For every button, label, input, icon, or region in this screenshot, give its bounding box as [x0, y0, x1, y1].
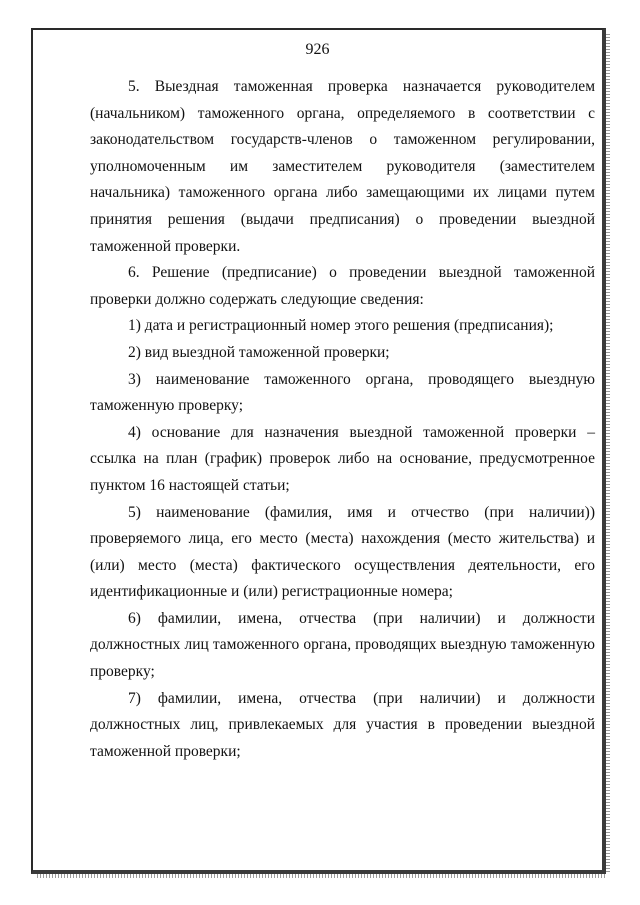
list-item-1: 1) дата и регистрационный номер этого решения (предписания);: [128, 317, 554, 335]
list-item-4: 4) основание для назначения выездной таможенной проверки – ссылка на план (график) проверок либо на основание, предусмотренное пунктом 16 настоящей статьи;: [90, 423, 595, 494]
page-number: 926: [305, 41, 330, 58]
list-item-3: 3) наименование таможенного органа, проводящего выездную таможенную проверку;: [90, 370, 595, 415]
document-body: [90, 74, 595, 765]
document-page: [31, 28, 606, 874]
paragraph-6: 6. Решение (предписание) о проведении выездной таможенной проверки должно содержать следующие сведения:: [90, 264, 595, 308]
paragraph-5: 5. Выездная таможенная проверка назначается руководителем (начальником) таможенного органа, определяемого в соответствии с законодательством государств-членов о таможенном регулировании, уполномоченным им заместителем руководителя (заместителем начальника) таможенного органа либо замещающими их лицами путем принятия решения (выдачи предписания) о проведении выездной таможенной проверки.: [90, 78, 595, 255]
list-item-6: 6) фамилии, имена, отчества (при наличии) и должности должностных лиц таможенного органа, проводящих выездную таможенную проверку;: [90, 609, 595, 681]
list-item-2: 2) вид выездной таможенной проверки;: [128, 343, 390, 361]
list-item-5: 5) наименование (фамилия, имя и отчество (при наличии)) проверяемого лица, его место (места) нахождения (место жительства) и (или) место (места) фактического осуществления деятельности, его идентификационные и (или) регистрационные номера;: [90, 503, 595, 601]
list-item-7: 7) фамилии, имена, отчества (при наличии) и должности должностных лиц, привлекаемых для участия в проведении выездной таможенной проверки;: [90, 689, 595, 760]
